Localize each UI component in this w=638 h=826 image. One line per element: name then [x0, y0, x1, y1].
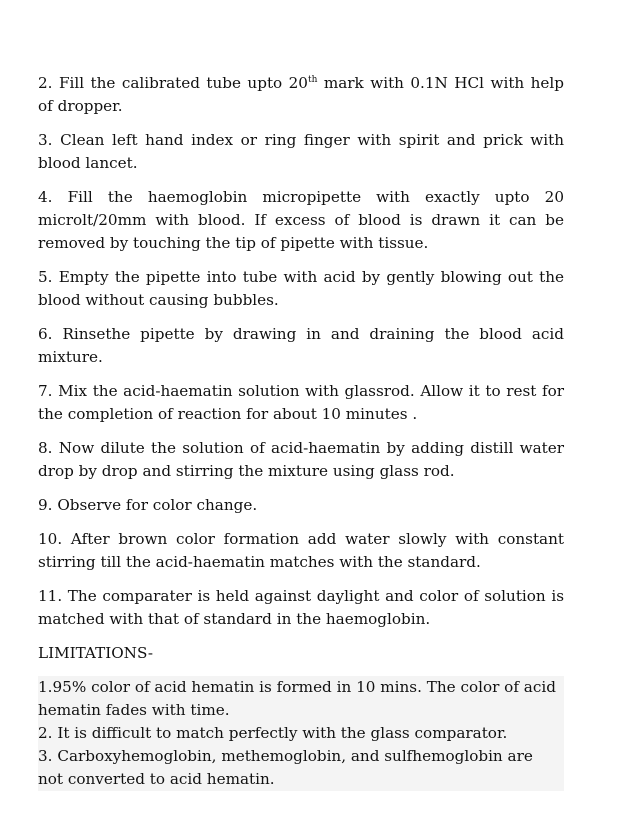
document-page	[38, 72, 564, 791]
step-5-paragraph: 5. Empty the pipette into tube with acid by gently blowing out the blood without causing bubbles.	[38, 268, 564, 309]
step-2-superscript: th	[307, 75, 318, 85]
limitation-item-2: 2. It is difficult to match perfectly with the glass comparator.	[38, 724, 508, 742]
step-9-paragraph: 9. Observe for color change.	[38, 496, 258, 514]
limitation-item-1: 1.95% color of acid hematin is formed in 10 mins. The color of acid hematin fades with time.	[38, 678, 556, 719]
step-10-paragraph: 10. After brown color formation add water slowly with constant stirring till the acid-haematin matches with the standard.	[38, 530, 564, 571]
step-7-paragraph: 7. Mix the acid-haematin solution with glassrod. Allow it to rest for the completion of reaction for about 10 minutes .	[38, 382, 564, 423]
step-6-paragraph: 6. Rinsethe pipette by drawing in and draining the blood acid mixture.	[38, 325, 564, 366]
step-3-paragraph: 3. Clean left hand index or ring finger with spirit and prick with blood lancet.	[38, 131, 564, 172]
step-2-paragraph	[38, 72, 564, 118]
step-11-paragraph: 11. The comparater is held against daylight and color of solution is matched with that of standard in the haemoglobin.	[38, 587, 564, 628]
limitations-heading: LIMITATIONS-	[38, 644, 154, 662]
step-4-paragraph: 4. Fill the haemoglobin micropipette with exactly upto 20 microlt/20mm with blood. If excess of blood is drawn it can be removed by touching the tip of pipette with tissue.	[38, 188, 564, 252]
limitation-item-3: 3. Carboxyhemoglobin, methemoglobin, and sulfhemoglobin are not converted to acid hematin.	[38, 747, 533, 788]
step-2-text-end: mark with 0.1N HCl with help of dropper.	[38, 74, 564, 115]
limitations-list	[38, 676, 564, 791]
step-2-text-start: 2. Fill the calibrated tube upto 20	[38, 74, 308, 92]
step-8-paragraph: 8. Now dilute the solution of acid-haematin by adding distill water drop by drop and stirring the mixture using glass rod.	[38, 439, 564, 480]
